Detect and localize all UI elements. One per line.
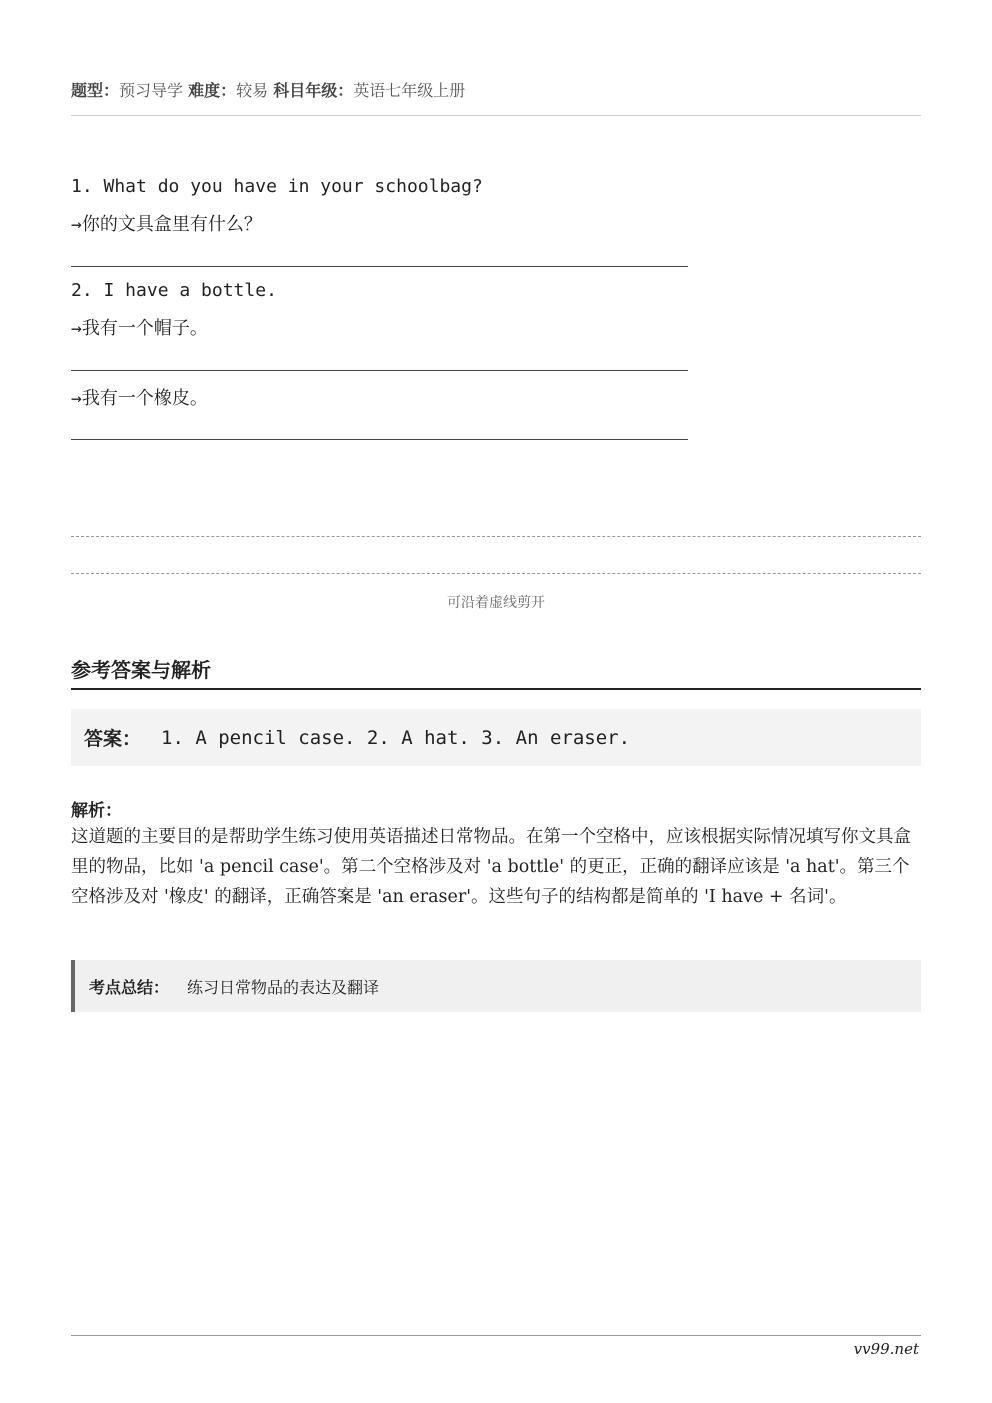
- cut-line: [71, 536, 921, 537]
- meta-info: 题型：预习导学 难度：较易 科目年级：英语七年级上册: [71, 81, 466, 100]
- section-title: 参考答案与解析: [71, 658, 211, 682]
- cut-hint: 可沿着虚线剪开: [447, 595, 545, 611]
- divider: [71, 115, 921, 116]
- explain-label: 解析：: [71, 801, 122, 821]
- question-2-cn: →我有一个帽子。: [71, 318, 208, 339]
- answer-line-3[interactable]: [71, 439, 688, 440]
- answer-box: 答案： 1. A pencil case. 2. A hat. 3. An eraser.: [71, 709, 921, 766]
- question-3-cn: →我有一个橡皮。: [71, 388, 208, 409]
- footer-site: vv99.net: [853, 1340, 919, 1358]
- answer-line-1[interactable]: [71, 266, 688, 267]
- divider: [71, 688, 921, 690]
- divider: [71, 1335, 921, 1336]
- summary-box: 考点总结： 练习日常物品的表达及翻译: [71, 960, 921, 1012]
- explanation: 这道题的主要目的是帮助学生练习使用英语描述日常物品。在第一个空格中，应该根据实际情况填写你文具盒里的物品，比如 'a pencil case'。第二个空格涉及对 'a bottle' 的更正，正确的翻译应该是 'a hat'。第三个空格涉及对 '橡皮' 的翻译，正确答案是 'an eraser'。这些句子的结构都是简单的 'I have + 名词'。: [71, 827, 911, 907]
- question-1-en: 1. What do you have in your schoolbag?: [71, 176, 483, 197]
- question-2-en: 2. I have a bottle.: [71, 280, 277, 301]
- answer-line-2[interactable]: [71, 370, 688, 371]
- cut-line: [71, 573, 921, 574]
- question-1-cn: →你的文具盒里有什么？: [71, 214, 262, 235]
